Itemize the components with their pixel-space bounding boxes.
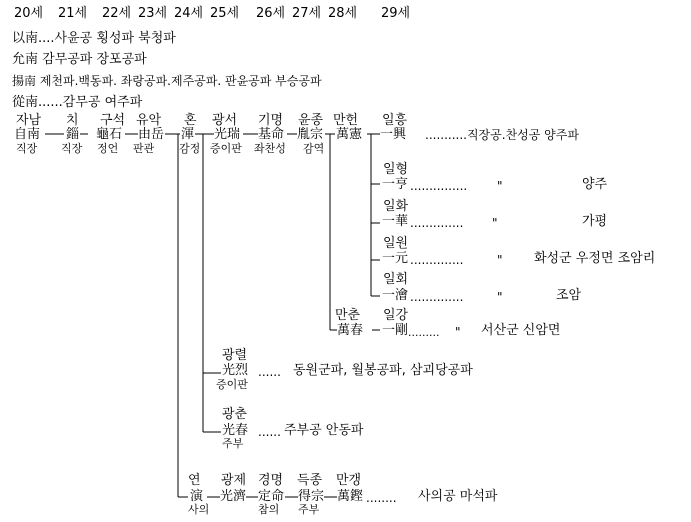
- person-hangul: 구석: [100, 113, 126, 128]
- person-title: 정언: [97, 142, 119, 155]
- place-name: 서산군 신암면: [481, 323, 561, 338]
- person-hanja: 演: [190, 489, 204, 504]
- person-hanja: 萬春: [337, 323, 364, 338]
- branch-line: 從南......감무공 여주파: [12, 95, 143, 110]
- person-hanja: 一元: [382, 251, 409, 266]
- generation-label: 21세: [58, 6, 88, 21]
- person-title: 감역: [303, 142, 325, 155]
- person-hangul: 일회: [383, 272, 409, 287]
- ditto-mark: ": [455, 325, 461, 339]
- person-hanja: 一亨: [382, 177, 409, 192]
- person-title: 직장: [16, 142, 38, 155]
- place-name: 가평: [582, 214, 608, 229]
- generation-label: 29세: [381, 6, 411, 21]
- person-title: 주부: [222, 437, 244, 450]
- ditto-mark: ": [497, 179, 503, 193]
- person-hangul: 만헌: [333, 113, 359, 128]
- leader-dots: ......: [258, 425, 281, 439]
- person-hangul: 만갱: [336, 473, 362, 488]
- leader-dots: ..............: [410, 290, 464, 304]
- person-hangul: 유악: [136, 113, 162, 128]
- person-title: 주부: [298, 503, 320, 516]
- person-hanja: 渾: [181, 127, 195, 142]
- person-hangul: 일형: [383, 162, 409, 177]
- person-hangul: 광서: [212, 113, 238, 128]
- generation-label: 20세: [14, 6, 44, 21]
- person-hangul: 경명: [258, 473, 284, 488]
- person-hangul: 일원: [383, 236, 409, 251]
- person-hanja: 得宗: [298, 489, 325, 504]
- leader-dots: ...............: [410, 179, 468, 193]
- generation-label: 26세: [256, 6, 286, 21]
- leader-dots: ..............: [410, 216, 464, 230]
- leader-dots: ........: [366, 491, 397, 505]
- generation-label: 23세: [138, 6, 168, 21]
- ditto-mark: ": [492, 216, 498, 230]
- person-hanja: 萬鏗: [337, 489, 364, 504]
- person-hanja: 基命: [258, 127, 285, 142]
- person-hangul: 윤종: [298, 113, 324, 128]
- person-title: 참의: [258, 503, 280, 516]
- generation-label: 27세: [292, 6, 322, 21]
- generation-label: 24세: [174, 6, 204, 21]
- person-hanja: 光瑞: [214, 127, 241, 142]
- person-hanja: 光濟: [220, 489, 247, 504]
- person-title: 증이판: [216, 378, 248, 391]
- person-title: 판관: [133, 142, 155, 155]
- person-hanja: 定命: [258, 489, 285, 504]
- branch-note: 사의공 마석파: [418, 489, 498, 504]
- person-hangul: 광춘: [222, 407, 248, 422]
- person-title: 직장: [61, 142, 83, 155]
- branch-note: 동원군파, 월봉공파, 삼괴당공파: [293, 363, 473, 378]
- person-hanja: 龜石: [96, 127, 123, 142]
- person-hangul: 득종: [297, 473, 323, 488]
- branch-line: 允南 감무공파 장포공파: [12, 52, 147, 67]
- leader-dots: .........: [408, 326, 440, 339]
- generation-label: 22세: [102, 6, 132, 21]
- person-hanja: 一興: [380, 127, 407, 142]
- place-name: 조암: [556, 288, 582, 303]
- person-hangul: 자남: [16, 113, 42, 128]
- first-son-note: ...........직장공.찬성공 양주파: [425, 128, 579, 142]
- person-hanja: 由岳: [138, 127, 165, 142]
- ditto-mark: ": [497, 290, 503, 304]
- person-hangul: 일화: [383, 199, 409, 214]
- person-hangul: 혼: [184, 113, 197, 128]
- person-title: 감정: [179, 142, 201, 155]
- person-hangul: 치: [66, 113, 79, 128]
- person-title: 좌찬성: [254, 142, 286, 155]
- generation-label: 25세: [210, 6, 240, 21]
- person-title: 증이판: [210, 142, 242, 155]
- person-hanja: 錙: [66, 127, 80, 142]
- branch-note: 주부공 안동파: [284, 423, 364, 438]
- person-hanja: 光春: [222, 423, 249, 438]
- leader-dots: ..............: [410, 253, 464, 267]
- person-hangul: 광렬: [222, 348, 248, 363]
- person-hangul: 일흥: [382, 113, 408, 128]
- place-name: 화성군 우정면 조암리: [534, 251, 656, 266]
- generation-label: 28세: [328, 6, 358, 21]
- place-name: 양주: [582, 177, 608, 192]
- ditto-mark: ": [497, 253, 503, 267]
- person-hangul: 일강: [383, 308, 409, 323]
- person-hanja: 一華: [382, 214, 409, 229]
- person-hanja: 一剛: [382, 323, 409, 338]
- branch-line: 以南....사윤공 횡성파 북청파: [12, 31, 176, 46]
- person-hanja: 一澮: [382, 288, 409, 303]
- person-hangul: 연: [188, 473, 201, 488]
- person-hanja: 自南: [14, 127, 41, 142]
- branch-line: 揚南 제천파.백동파. 좌랑공파.제주공파. 판윤공파 부승공파: [12, 74, 322, 88]
- person-hangul: 만춘: [335, 308, 361, 323]
- person-title: 사의: [188, 503, 210, 516]
- leader-dots: ......: [258, 365, 281, 379]
- person-hanja: 萬憲: [336, 127, 363, 142]
- person-hanja: 胤宗: [297, 127, 324, 142]
- person-hangul: 광제: [221, 473, 247, 488]
- person-hangul: 기명: [258, 113, 284, 128]
- person-hanja: 光烈: [222, 363, 249, 378]
